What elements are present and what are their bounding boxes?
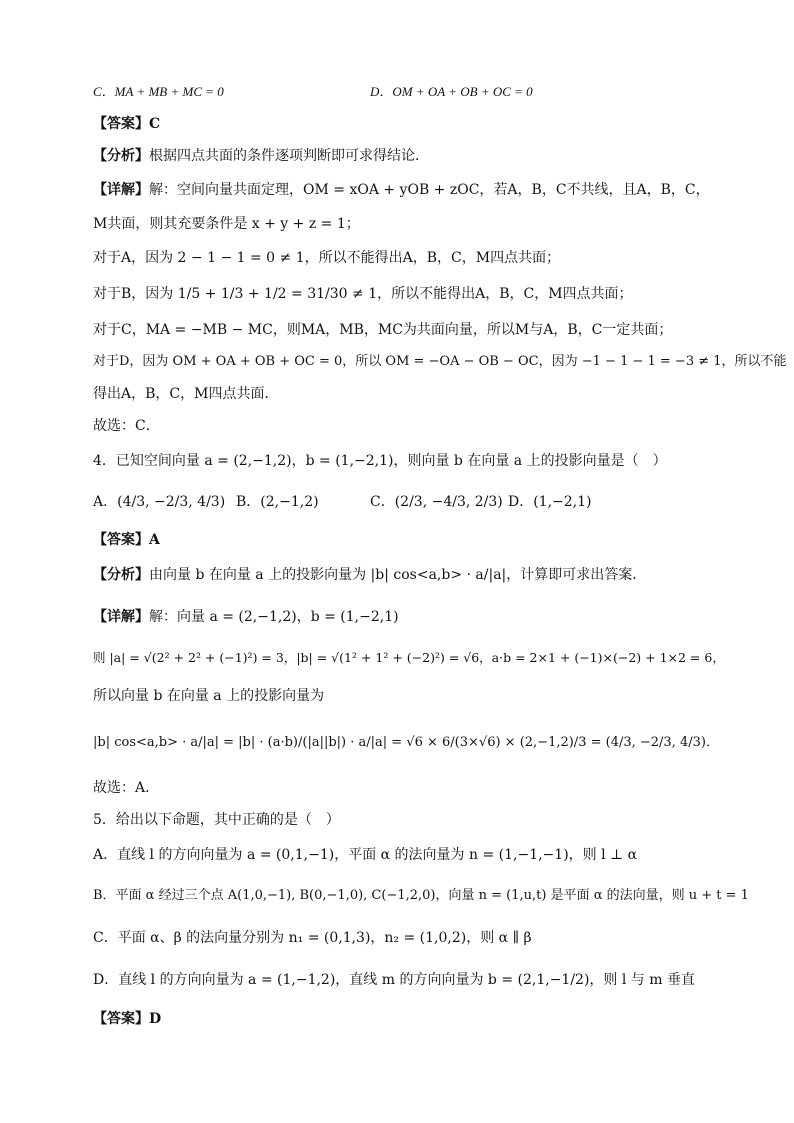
text-line: 对于D，因为 OM + OA + OB + OC = 0，所以 OM = −OA − OB − OC，因为 −1 − 1 − 1 = −3 ≠ 1，所以不能 [93,354,787,369]
analysis-tag: 【分析】 [93,567,149,583]
text-line: 对于A，因为 2 − 1 − 1 = 0 ≠ 1，所以不能得出A，B，C，M四点共面； [93,250,561,266]
q4-option-b: B．(2,−1,2) [236,494,319,510]
detail-tag: 【详解】 [93,182,149,198]
conclusion-line: 故选：A． [93,780,160,796]
q5-option-b: B．平面 α 经过三个点 A(1,0,−1), B(0,−1,0), C(−1,2,0)，向量 n = (1,u,t) 是平面 α 的法向量，则 u + t = 1 [93,888,749,903]
text-line: 对于B，因为 1/5 + 1/3 + 1/2 = 31/30 ≠ 1，所以不能得出A，B，C，M四点共面； [93,286,633,302]
text-line: M共面，则其充要条件是 x + y + z = 1； [93,216,360,232]
option-c: C．MA + MB + MC = 0 [93,84,224,99]
analysis-text: 由向量 b 在向量 a 上的投影向量为 |b| cos<a,b> · a/|a|，计算即可求出答案． [149,567,647,583]
question-4: 4．已知空间向量 a = (2,−1,2)，b = (1,−2,1)，则向量 b 在向量 a 上的投影向量是（ ） [93,453,667,469]
answer-line: 【答案】C [93,116,161,132]
q5-option-d: D．直线 l 的方向向量为 a = (1,−1,2)，直线 m 的方向向量为 b = (2,1,−1/2)，则 l 与 m 垂直 [93,972,695,988]
q5-option-c: C．平面 α、β 的法向量分别为 n₁ = (0,1,3)，n₂ = (1,0,2)，则 α ∥ β [93,930,532,946]
option-d: D．OM + OA + OB + OC = 0 [370,84,533,99]
analysis-line [93,565,734,585]
detail-tag: 【详解】 [93,609,149,625]
answer-line: 【答案】D [93,1011,162,1027]
analysis-tag: 【分析】 [93,148,149,164]
analysis-text: 根据四点共面的条件逐项判断即可求得结论． [149,148,429,164]
q4-option-c: C．(2/3, −4/3, 2/3) [370,494,503,510]
text-line: 得出A，B，C，M四点共面． [93,386,279,402]
text-line: 对于C，MA = −MB − MC，则MA，MB，MC为共面向量，所以M与A，B，C一定共面； [93,322,673,338]
formula-line: |b| cos<a,b> · a/|a| = |b| · (a·b)/(|a||b|) · a/|a| = √6 × 6/(3×√6) × (2,−1,2)/3 = (4/3, −2/3, 4/3)． [93,735,719,750]
detail-text: 解：向量 a = (2,−1,2)，b = (1,−2,1) [149,609,399,625]
answer-line: 【答案】A [93,532,160,548]
detail-line [93,607,734,627]
detail-text: 解：空间向量共面定理，OM = xOA + yOB + zOC，若A，B，C不共线，且A，B，C， [149,182,710,198]
analysis-line [93,146,734,166]
question-5: 5．给出以下命题，其中正确的是（ ） [93,812,340,828]
q5-option-a: A．直线 l 的方向向量为 a = (0,1,−1)，平面 α 的法向量为 n = (1,−1,−1)，则 l ⊥ α [93,847,638,863]
q4-option-d: D．(1,−2,1) [508,494,592,510]
text-line: 所以向量 b 在向量 a 上的投影向量为 [93,688,325,704]
q4-option-a: A．(4/3, −2/3, 4/3) [93,494,226,510]
conclusion-line: 故选：C． [93,418,160,434]
text-line: 则 |a| = √(2² + 2² + (−1)²) = 3，|b| = √(1² + 1² + (−2)²) = √6，a·b = 2×1 + (−1)×(−2) + 1×2 = 6， [93,650,725,665]
detail-line [93,180,734,200]
